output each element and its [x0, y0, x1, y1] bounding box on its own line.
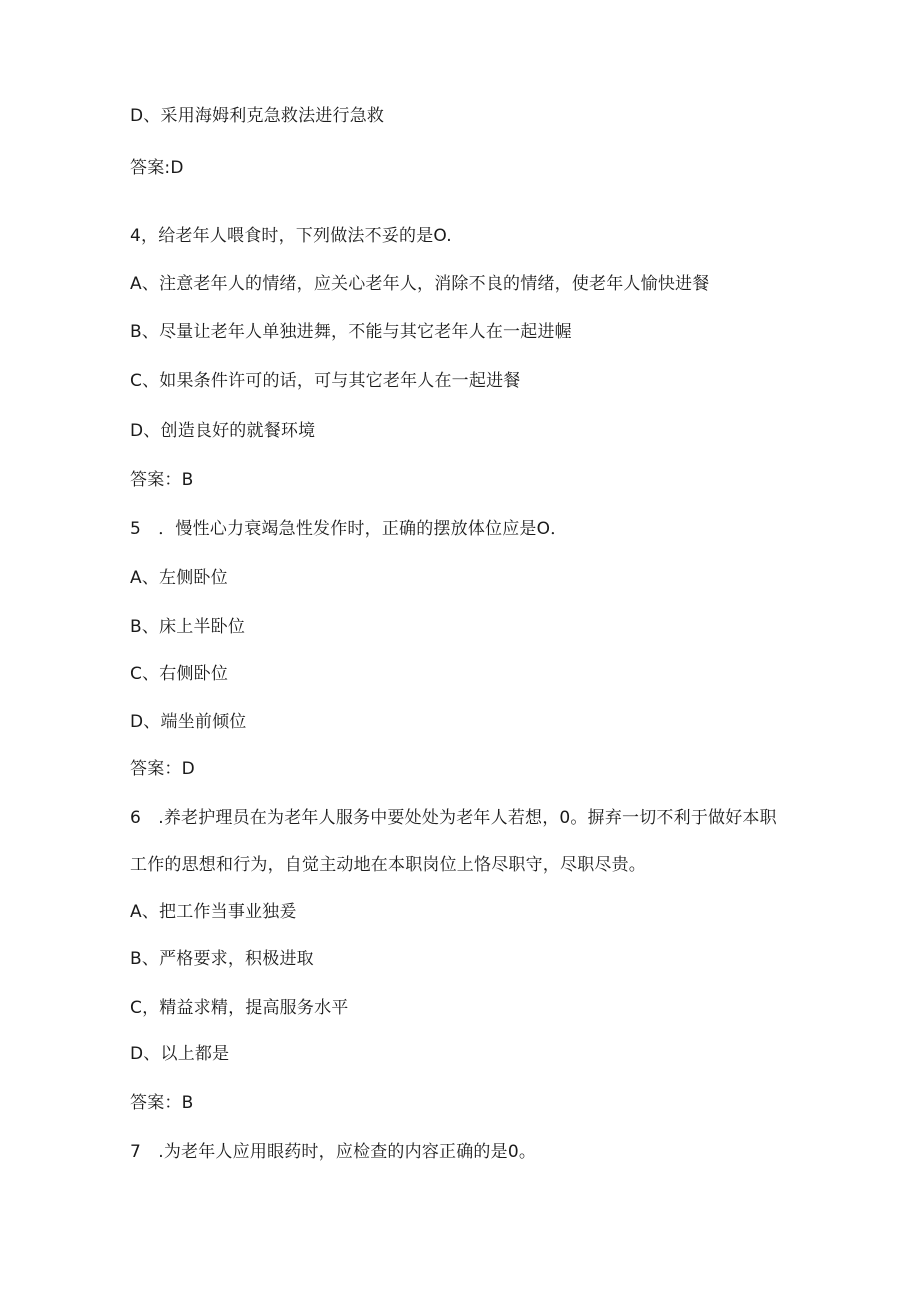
option-a-q4: A、注意老年人的情绪，应关心老年人，消除不良的情绪，使老年人愉快进餐	[130, 274, 710, 294]
question-6-line-2: 工作的思想和行为，自觉主动地在本职岗位上恪尽职守，尽职尽贵。	[130, 855, 646, 875]
question-6-line-1: 6 .养老护理员在为老年人服务中要处处为老年人若想，0。摒弃一切不利于做好本职	[130, 808, 777, 828]
option-d-q5: D、端坐前倾位	[130, 712, 247, 732]
answer-q5: 答案：D	[130, 759, 195, 779]
option-b-q5: B、床上半卧位	[130, 617, 246, 637]
answer-q6: 答案：B	[130, 1093, 194, 1113]
question-4: 4，给老年人喂食时，下列做法不妥的是O.	[130, 226, 452, 246]
option-b-q4: B、尽量让老年人单独进舞，不能与其它老年人在一起进幄	[130, 322, 572, 342]
option-c-q5: C、右侧卧位	[130, 664, 229, 684]
option-c-q4: C、如果条件许可的话，可与其它老年人在一起进餐	[130, 371, 521, 391]
option-a-q5: A、左侧卧位	[130, 568, 228, 588]
answer-q3: 答案:D	[130, 158, 184, 178]
question-7: 7 .为老年人应用眼药时，应检查的内容正确的是0。	[130, 1142, 537, 1162]
option-d-q3: D、采用海姆利克急救法进行急救	[130, 106, 385, 126]
option-a-q6: A、把工作当事业独爰	[130, 902, 297, 922]
option-c-q6: C，精益求精，提高服务水平	[130, 998, 349, 1018]
question-5: 5 ．慢性心力衰竭急性发作时，正确的摆放体位应是O．	[130, 519, 568, 539]
answer-q4: 答案：B	[130, 470, 194, 490]
option-d-q6: D、以上都是	[130, 1044, 230, 1064]
option-b-q6: B、严格要求，积极进取	[130, 949, 314, 969]
option-d-q4: D、创造良好的就餐环境	[130, 421, 316, 441]
